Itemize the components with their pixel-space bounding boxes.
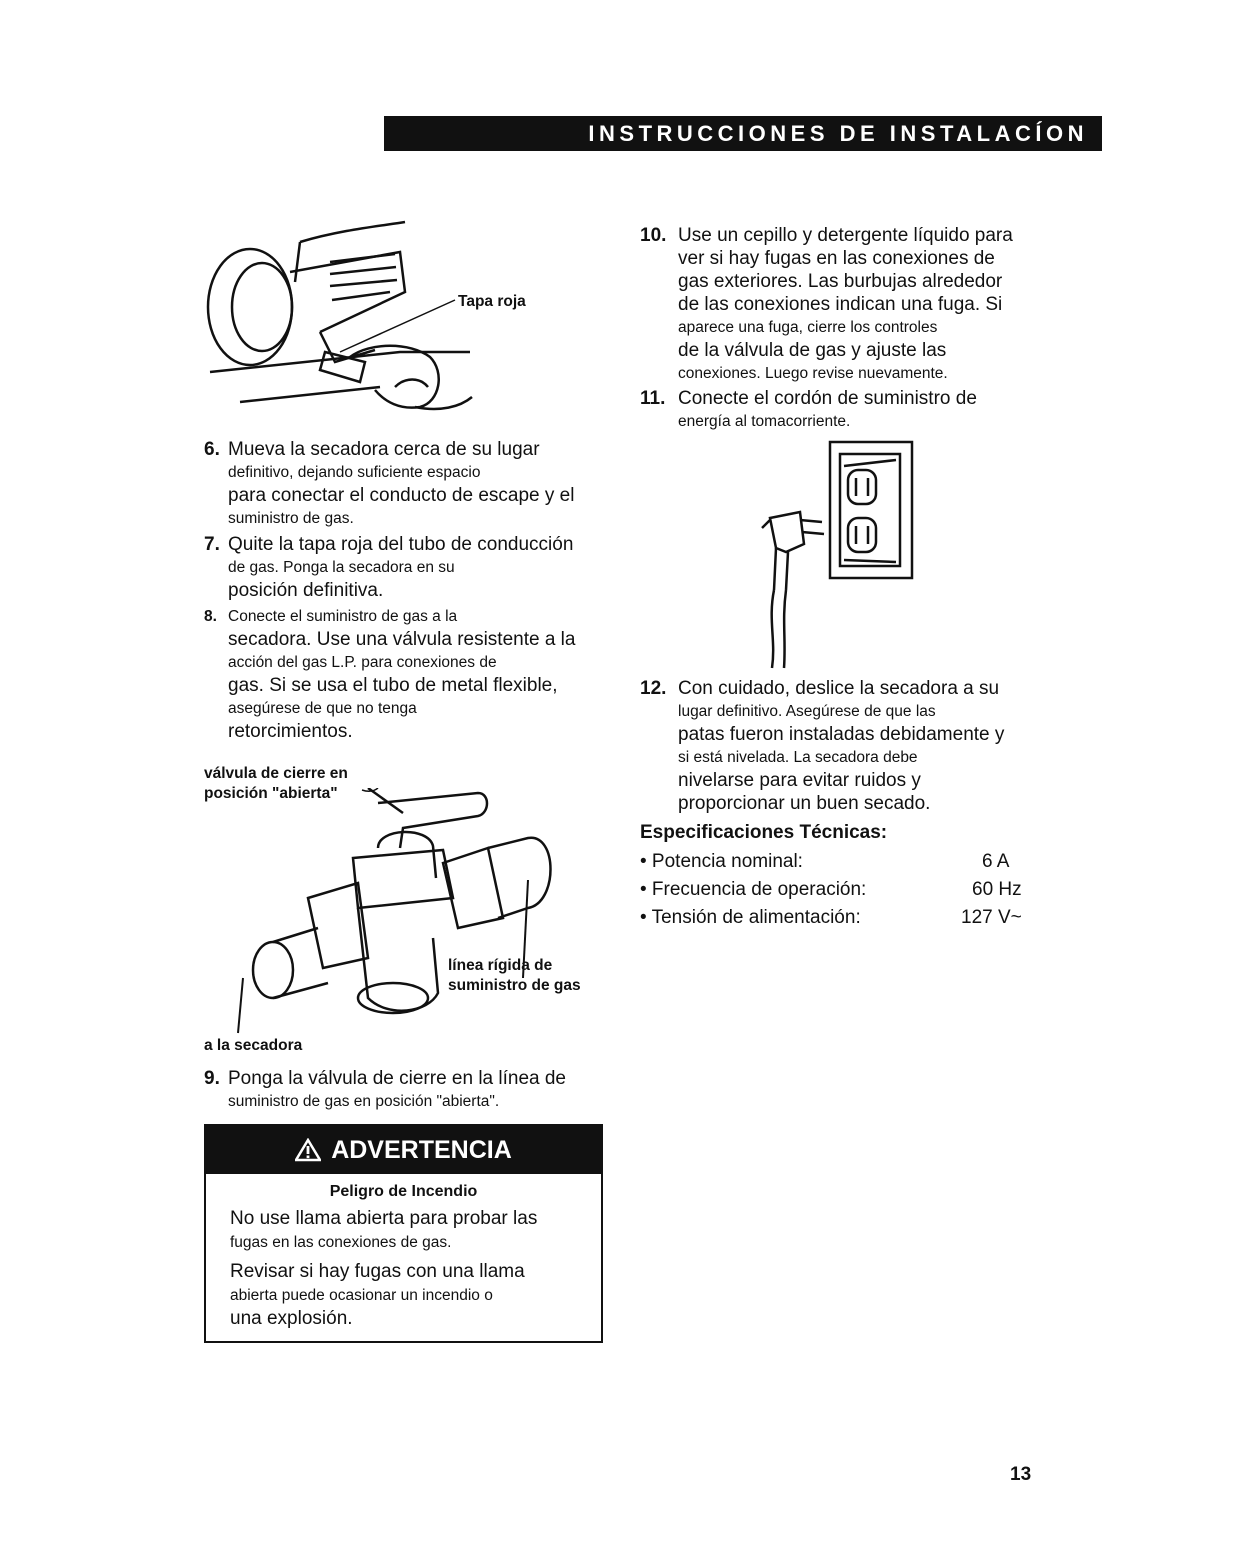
spec-label-voltage: • Tensión de alimentación: (640, 907, 861, 928)
step-10-number: 10. (640, 225, 667, 246)
step-12-line-3: patas fueron instaladas debidamente y (678, 724, 1005, 745)
section-header: INSTRUCCIONES DE INSTALACÍON (384, 116, 1102, 151)
step-6 (204, 438, 604, 530)
step-8-line-3: acción del gas L.P. para conexiones de (228, 654, 497, 671)
step-6-line-1: Mueva la secadora cerca de su lugar (228, 439, 540, 460)
step-7-line-2: de gas. Ponga la secadora en su (228, 559, 455, 576)
step-12-line-4: si está nivelada. La secadora debe (678, 749, 918, 766)
step-9 (204, 1067, 604, 1113)
step-9-line-1: Ponga la válvula de cierre en la línea de (228, 1068, 567, 1089)
step-8-line-5: asegúrese de que no tenga (228, 700, 417, 717)
spec-row-voltage (640, 904, 1040, 932)
step-8-line-1: Conecte el suministro de gas a la (228, 608, 458, 625)
step-9-number: 9. (204, 1068, 220, 1089)
spec-row-frequency (640, 876, 1040, 904)
step-10-line-4: de las conexiones indican una fuga. Si (678, 294, 1003, 315)
step-11 (640, 387, 1054, 433)
step-7-line-1: Quite la tapa roja del tubo de conducción (228, 534, 574, 555)
step-12-line-5: nivelarse para evitar ruidos y (678, 770, 921, 791)
to-dryer-label: a la secadora (204, 1037, 303, 1054)
step-7-number: 7. (204, 534, 220, 555)
warning-p2-line-3: una explosión. (230, 1308, 353, 1329)
warning-p2-line-2: abierta puede ocasionar un incendio o (230, 1287, 493, 1304)
step-10-line-6: de la válvula de gas y ajuste las (678, 340, 947, 361)
step-8-line-2: secadora. Use una válvula resistente a la (228, 629, 576, 650)
step-6-number: 6. (204, 439, 220, 460)
spec-label-frequency: • Frecuencia de operación: (640, 879, 867, 900)
step-12-line-1: Con cuidado, deslice la secadora a su (678, 678, 1000, 699)
gas-line-label-line-1: línea rígida de (448, 957, 553, 974)
step-7-line-3: posición definitiva. (228, 580, 384, 601)
step-6-line-2: definitivo, dejando suficiente espacio (228, 464, 481, 481)
step-10-line-3: gas exteriores. Las burbujas alrededor (678, 271, 1003, 292)
technical-specs (640, 822, 1040, 932)
valve-label-line-1: válvula de cierre en (204, 765, 348, 782)
spec-value-power: 6 A (982, 851, 1010, 872)
plug-outlet-illustration (756, 440, 916, 670)
step-12 (640, 677, 1054, 815)
spec-value-frequency: 60 Hz (972, 879, 1022, 900)
warning-p2-line-1: Revisar si hay fugas con una llama (230, 1261, 525, 1282)
step-12-number: 12. (640, 678, 667, 699)
shutoff-valve-illustration (228, 788, 568, 1038)
step-8-number: 8. (204, 608, 217, 625)
step-12-line-2: lugar definitivo. Asegúrese de que las (678, 703, 936, 720)
step-11-number: 11. (640, 388, 666, 409)
step-8-line-4: gas. Si se usa el tubo de metal flexible, (228, 675, 558, 696)
red-cap-label: Tapa roja (458, 293, 526, 310)
warning-paragraph-2 (230, 1260, 581, 1330)
step-6-line-4: suministro de gas. (228, 510, 354, 527)
specs-title: Especificaciones Técnicas: (640, 822, 888, 843)
spec-row-power (640, 848, 1040, 876)
step-11-line-1: Conecte el cordón de suministro de (678, 388, 977, 409)
gas-pipe-cap-illustration (200, 212, 490, 422)
warning-p1-line-2: fugas en las conexiones de gas. (230, 1234, 452, 1251)
page-number: 13 (1010, 1464, 1032, 1485)
step-10-line-2: ver si hay fugas en las conexiones de (678, 248, 995, 269)
warning-p1-line-1: No use llama abierta para probar las (230, 1208, 538, 1229)
step-10-line-1: Use un cepillo y detergente líquido para (678, 225, 1013, 246)
step-6-line-3: para conectar el conducto de escape y el (228, 485, 575, 506)
step-10 (640, 224, 1054, 385)
warning-subtitle: Peligro de Incendio (329, 1183, 478, 1200)
valve-label-line-2: posición "abierta" (204, 785, 338, 802)
step-10-line-5: aparece una fuga, cierre los controles (678, 319, 938, 336)
spec-label-power: • Potencia nominal: (640, 851, 803, 872)
warning-title: ADVERTENCIA (331, 1135, 512, 1164)
warning-paragraph-1 (230, 1207, 581, 1254)
gas-line-label-line-2: suministro de gas (448, 977, 581, 994)
step-9-line-2: suministro de gas en posición "abierta". (228, 1093, 500, 1110)
step-8-line-6: retorcimientos. (228, 721, 353, 742)
spec-value-voltage: 127 V~ (961, 907, 1022, 928)
warning-box (204, 1124, 603, 1343)
step-10-line-7: conexiones. Luego revise nuevamente. (678, 365, 948, 382)
step-11-line-2: energía al tomacorriente. (678, 413, 851, 430)
warning-triangle-icon (295, 1138, 321, 1162)
step-12-line-6: proporcionar un buen secado. (678, 793, 931, 814)
warning-header (206, 1126, 601, 1174)
step-7 (204, 533, 604, 602)
step-8 (204, 605, 604, 743)
